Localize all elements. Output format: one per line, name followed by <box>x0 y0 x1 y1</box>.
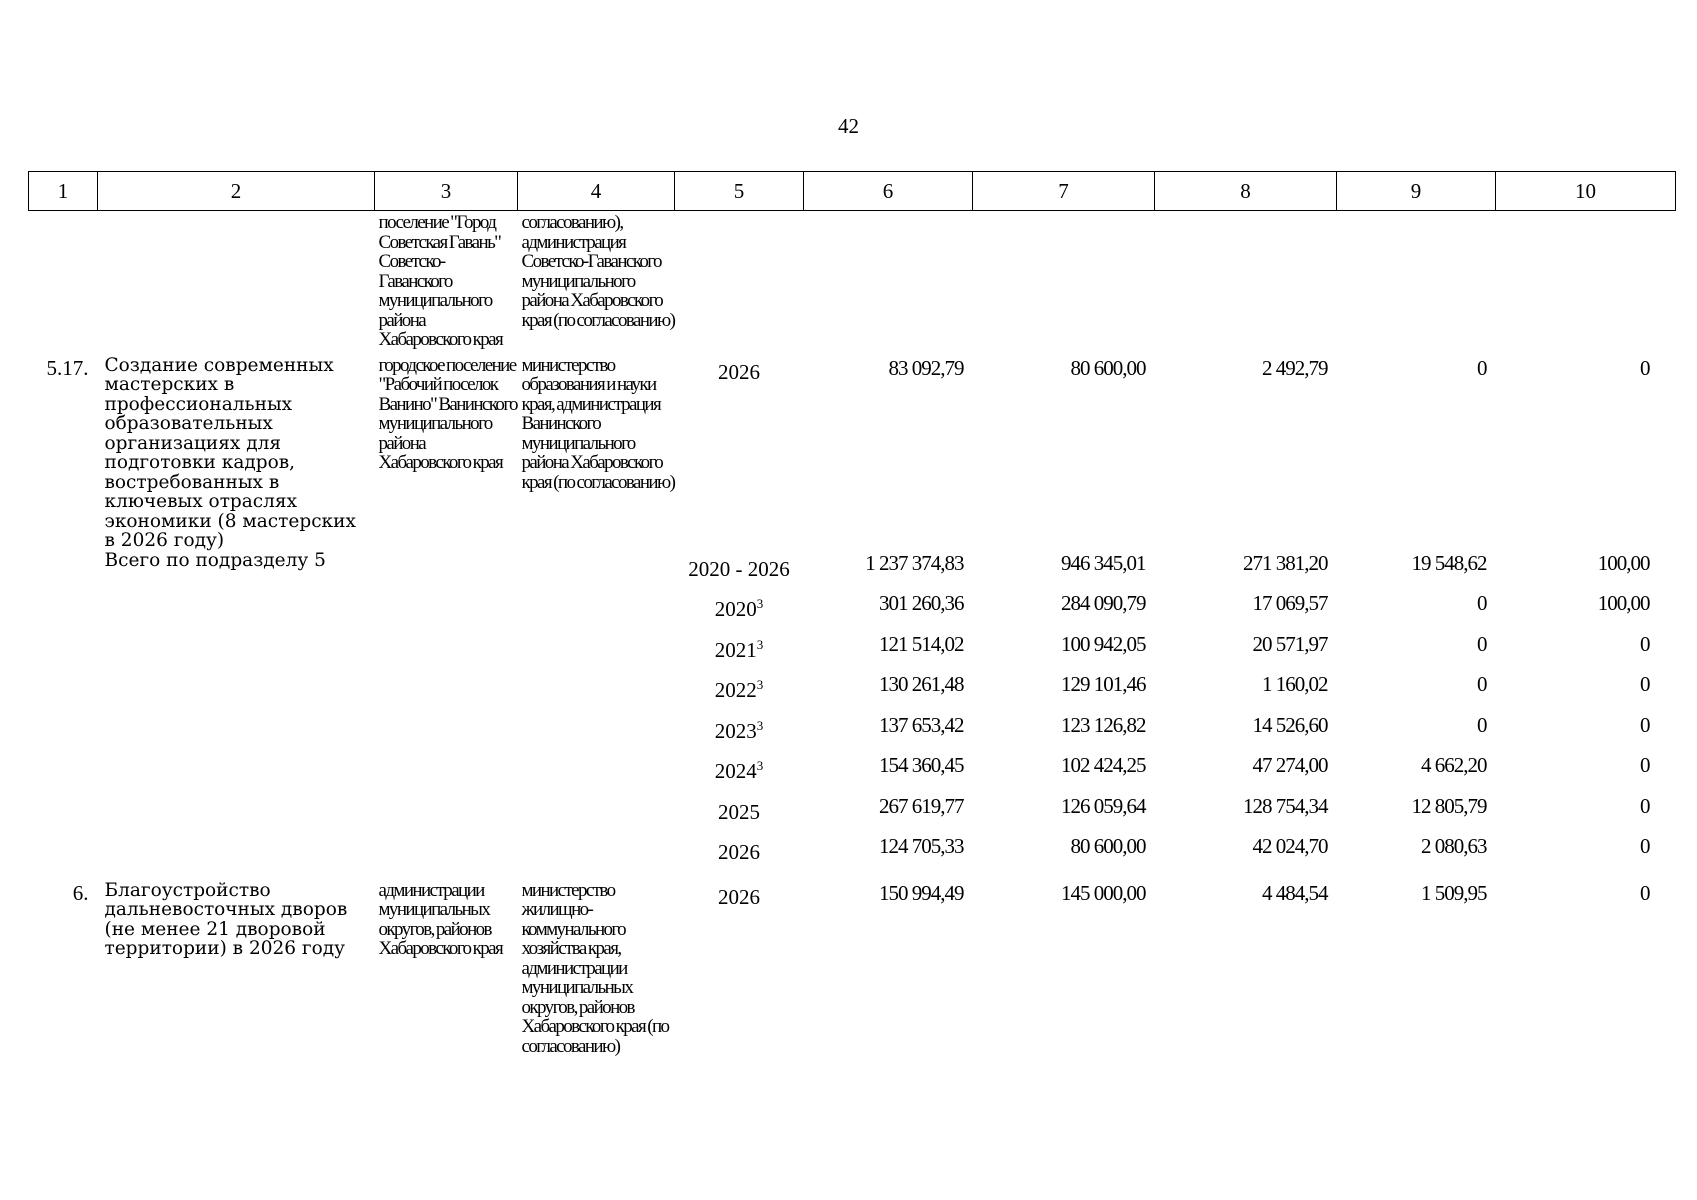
value-col8: 4 484,54 <box>1262 880 1328 905</box>
year-cell <box>675 753 804 794</box>
value-col10: 0 <box>1640 355 1650 380</box>
year-cell <box>675 834 804 875</box>
table-row <box>29 350 1676 551</box>
value-col10: 0 <box>1640 834 1650 858</box>
value-col10: 0 <box>1640 672 1650 696</box>
value-col9: 2 080,63 <box>1421 834 1487 858</box>
value-col10: 0 <box>1640 712 1650 737</box>
total-row <box>29 794 1676 835</box>
value-col8: 2 492,79 <box>1262 355 1328 380</box>
value-col6: 130 261,48 <box>879 672 964 696</box>
total-row <box>29 753 1676 794</box>
column-number-4: 4 <box>518 172 675 211</box>
column-number-8: 8 <box>1155 172 1337 211</box>
value-col9: 1 509,95 <box>1421 880 1487 905</box>
value-col8: 1 160,02 <box>1262 672 1328 696</box>
subsection-total-label: Всего по подразделу 5 <box>104 549 326 571</box>
value-col7: 129 101,46 <box>1061 672 1146 696</box>
year-cell <box>675 551 804 592</box>
column-number-7: 7 <box>973 172 1155 211</box>
value-col6: 267 619,77 <box>879 793 964 818</box>
value-col8: 17 069,57 <box>1252 591 1328 615</box>
value-col10: 100,00 <box>1597 591 1650 615</box>
value-col9: 0 <box>1477 355 1487 380</box>
item-number: 6. <box>72 880 89 905</box>
item-name: Создание современных мастерских в профессиональных образовательных организациях для подготовки кадров, востребованных в ключевых отраслях экономики (8 мастерских в 2026 году) <box>104 354 356 551</box>
total-row <box>29 632 1676 673</box>
column-number-10: 10 <box>1496 172 1676 211</box>
year-label: 2024 <box>714 759 757 783</box>
value-col7: 123 126,82 <box>1061 712 1146 737</box>
value-col6: 150 994,49 <box>879 880 964 905</box>
municipality-cell: администрации муниципальных округов, районов Хабаровского края <box>378 879 503 959</box>
value-col7: 102 424,25 <box>1061 753 1146 777</box>
subsection-total <box>29 551 1676 875</box>
year-label: 2025 <box>718 799 760 824</box>
continued-executor-cell: согласованию), администрация Советско-Гаванского муниципального района Хабаровского края (по согласованию) <box>521 212 675 331</box>
value-col7: 80 600,00 <box>1070 834 1146 858</box>
year-label: 2022 <box>714 678 757 702</box>
value-col9: 0 <box>1477 672 1487 696</box>
value-col8: 128 754,34 <box>1243 793 1328 818</box>
value-col10: 0 <box>1640 753 1650 777</box>
value-col8: 47 274,00 <box>1252 753 1328 777</box>
year-label: 2026 <box>718 840 760 864</box>
total-row <box>29 591 1676 632</box>
value-col7: 946 345,01 <box>1061 550 1146 575</box>
year-cell <box>675 794 804 835</box>
value-col9: 0 <box>1477 591 1487 615</box>
year-cell <box>675 713 804 754</box>
year-label: 2023 <box>714 718 757 743</box>
footnote-marker: 3 <box>756 758 764 773</box>
column-number-5: 5 <box>675 172 804 211</box>
value-col6: 124 705,33 <box>879 834 964 858</box>
total-row <box>29 551 1676 592</box>
year-label: 2021 <box>714 637 757 662</box>
total-row <box>29 834 1676 875</box>
footnote-marker: 3 <box>756 636 764 652</box>
footnote-marker: 3 <box>756 717 764 733</box>
value-col6: 121 514,02 <box>879 631 964 656</box>
column-number-header-row <box>29 172 1676 211</box>
value-col8: 14 526,60 <box>1252 712 1328 737</box>
value-col8: 20 571,97 <box>1252 631 1328 656</box>
value-col6: 83 092,79 <box>888 355 964 380</box>
column-number-2: 2 <box>98 172 375 211</box>
value-col8: 42 024,70 <box>1252 834 1328 858</box>
continued-municipality-cell: поселение "Город Советская Гавань" Советско-Гаванского муниципального района Хабаровского края <box>378 212 503 350</box>
value-col6: 154 360,45 <box>879 753 964 777</box>
executor-cell: министерство жилищно-коммунального хозяйства края, администрации муниципальных округов, районов Хабаровского края (по согласованию) <box>521 879 669 1057</box>
page-number: 42 <box>838 114 859 138</box>
value-col7: 80 600,00 <box>1070 355 1146 380</box>
footnote-marker: 3 <box>756 596 764 611</box>
value-col9: 0 <box>1477 712 1487 737</box>
value-col10: 0 <box>1640 631 1650 656</box>
value-col9: 0 <box>1477 631 1487 656</box>
value-col6: 137 653,42 <box>879 712 964 737</box>
item-name: Благоустройство дальневосточных дворов (не менее 21 дворовой территории) в 2026 году <box>104 879 348 959</box>
column-number-6: 6 <box>804 172 973 211</box>
year-cell <box>675 591 804 632</box>
footnote-marker: 3 <box>756 677 764 692</box>
year-cell: 2026 <box>718 884 760 909</box>
value-col7: 100 942,05 <box>1061 631 1146 656</box>
executor-cell: министерство образования и науки края, администрация Ванинского муниципального района Хабаровского края (по согласованию) <box>521 354 675 493</box>
year-label: 2020 - 2026 <box>688 556 790 581</box>
value-col7: 284 090,79 <box>1061 591 1146 615</box>
year-cell <box>675 632 804 673</box>
value-col7: 126 059,64 <box>1061 793 1146 818</box>
year-cell: 2026 <box>718 359 760 384</box>
value-col10: 0 <box>1640 880 1650 905</box>
column-number-9: 9 <box>1337 172 1496 211</box>
year-cell <box>675 672 804 713</box>
value-col6: 1 237 374,83 <box>865 550 964 575</box>
year-label: 2020 <box>714 597 757 621</box>
value-col10: 0 <box>1640 793 1650 818</box>
table-row <box>29 875 1676 1057</box>
value-col6: 301 260,36 <box>879 591 964 615</box>
column-number-3: 3 <box>375 172 518 211</box>
column-number-1: 1 <box>29 172 98 211</box>
item-number: 5.17. <box>46 355 89 380</box>
value-col9: 19 548,62 <box>1411 550 1487 575</box>
value-col7: 145 000,00 <box>1061 880 1146 905</box>
total-row <box>29 672 1676 713</box>
continuation-row <box>29 211 1676 350</box>
total-row <box>29 713 1676 754</box>
value-col9: 12 805,79 <box>1411 793 1487 818</box>
budget-table <box>28 171 1676 1056</box>
municipality-cell: городское поселение "Рабочий поселок Ванино" Ванинского муниципального района Хабаровского края <box>378 354 517 473</box>
value-col9: 4 662,20 <box>1421 753 1487 777</box>
value-col10: 100,00 <box>1597 550 1650 575</box>
value-col8: 271 381,20 <box>1243 550 1328 575</box>
